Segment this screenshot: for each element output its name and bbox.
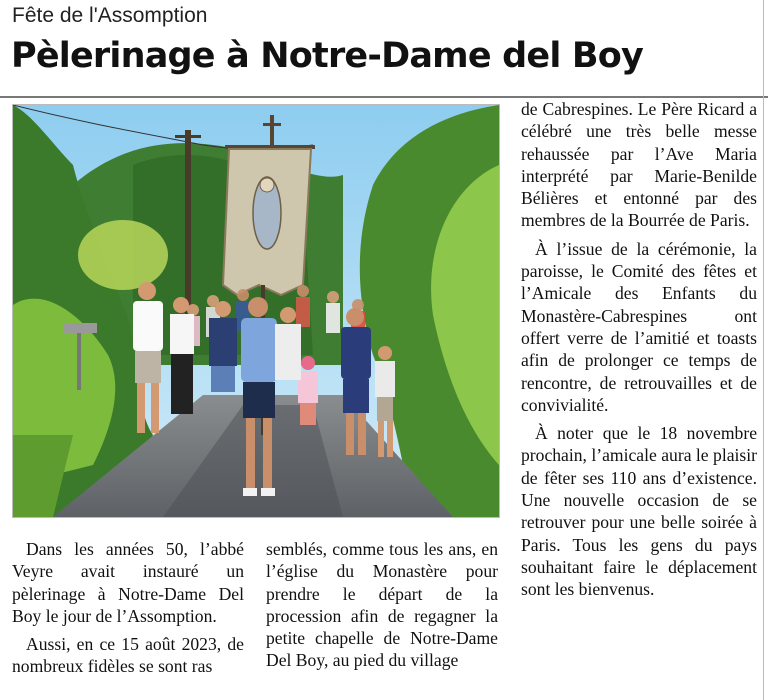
paragraph-mass: de Cabrespines. Le Père Ricard a célébré une très belle messe rehaussée par l’Ave Maria interprété par Marie-Benilde Bélières et entonné par des membres de la Bourrée de Paris. xyxy=(521,99,757,231)
banner-cross-arm xyxy=(263,123,281,126)
banner-cross-post xyxy=(270,115,274,147)
walker-woman xyxy=(170,297,194,414)
signpost-panel xyxy=(63,323,97,333)
section-kicker: Fête de l'Assomption xyxy=(12,4,208,27)
utility-pole-crossbar xyxy=(175,135,201,138)
paragraph-procession: semblés, comme tous les ans, en l’église du Monastère pour prendre le départ de la procession afin de regagner la petite chapelle de Notre-Dame Del Boy, au pied du village xyxy=(266,539,498,671)
utility-pole xyxy=(185,130,191,320)
text-column-2 xyxy=(266,538,498,672)
paragraph-august: Aussi, en ce 15 août 2023, de nombreux fidèles se sont ras xyxy=(12,634,244,677)
procession-illustration xyxy=(13,105,499,517)
page-edge-line xyxy=(763,0,764,700)
article-headline: Pèlerinage à Notre-Dame del Boy xyxy=(11,36,644,76)
sunlit-tree xyxy=(78,220,168,290)
text-column-3 xyxy=(521,98,757,601)
paragraph-anniversary: À noter que le 18 novembre prochain, l’amicale aura le plaisir de fêter ses 110 ans d’existence. Une nouvelle occasion de se retrouver pour une belle soirée à Paris. Tous les gens du pays souhaitant faire le déplacement sont les bienvenus. xyxy=(521,423,757,600)
procession-photo xyxy=(12,104,500,518)
text-column-1 xyxy=(12,538,244,678)
banner-madonna-head xyxy=(260,178,274,192)
signpost xyxy=(77,330,81,390)
paragraph-ceremony: À l’issue de la cérémonie, la paroisse, le Comité des fêtes et l’Amicale des Enfants du Monastère-Cabrespines ont offert verre de l’amitié et toasts afin de prolonger ce temps de rencontre, de retrouvailles et de convivialité. xyxy=(521,238,757,415)
paragraph-intro: Dans les années 50, l’abbé Veyre avait instauré un pèlerinage à Notre-Dame Del Boy le jour de l’Assomption. xyxy=(12,539,244,626)
